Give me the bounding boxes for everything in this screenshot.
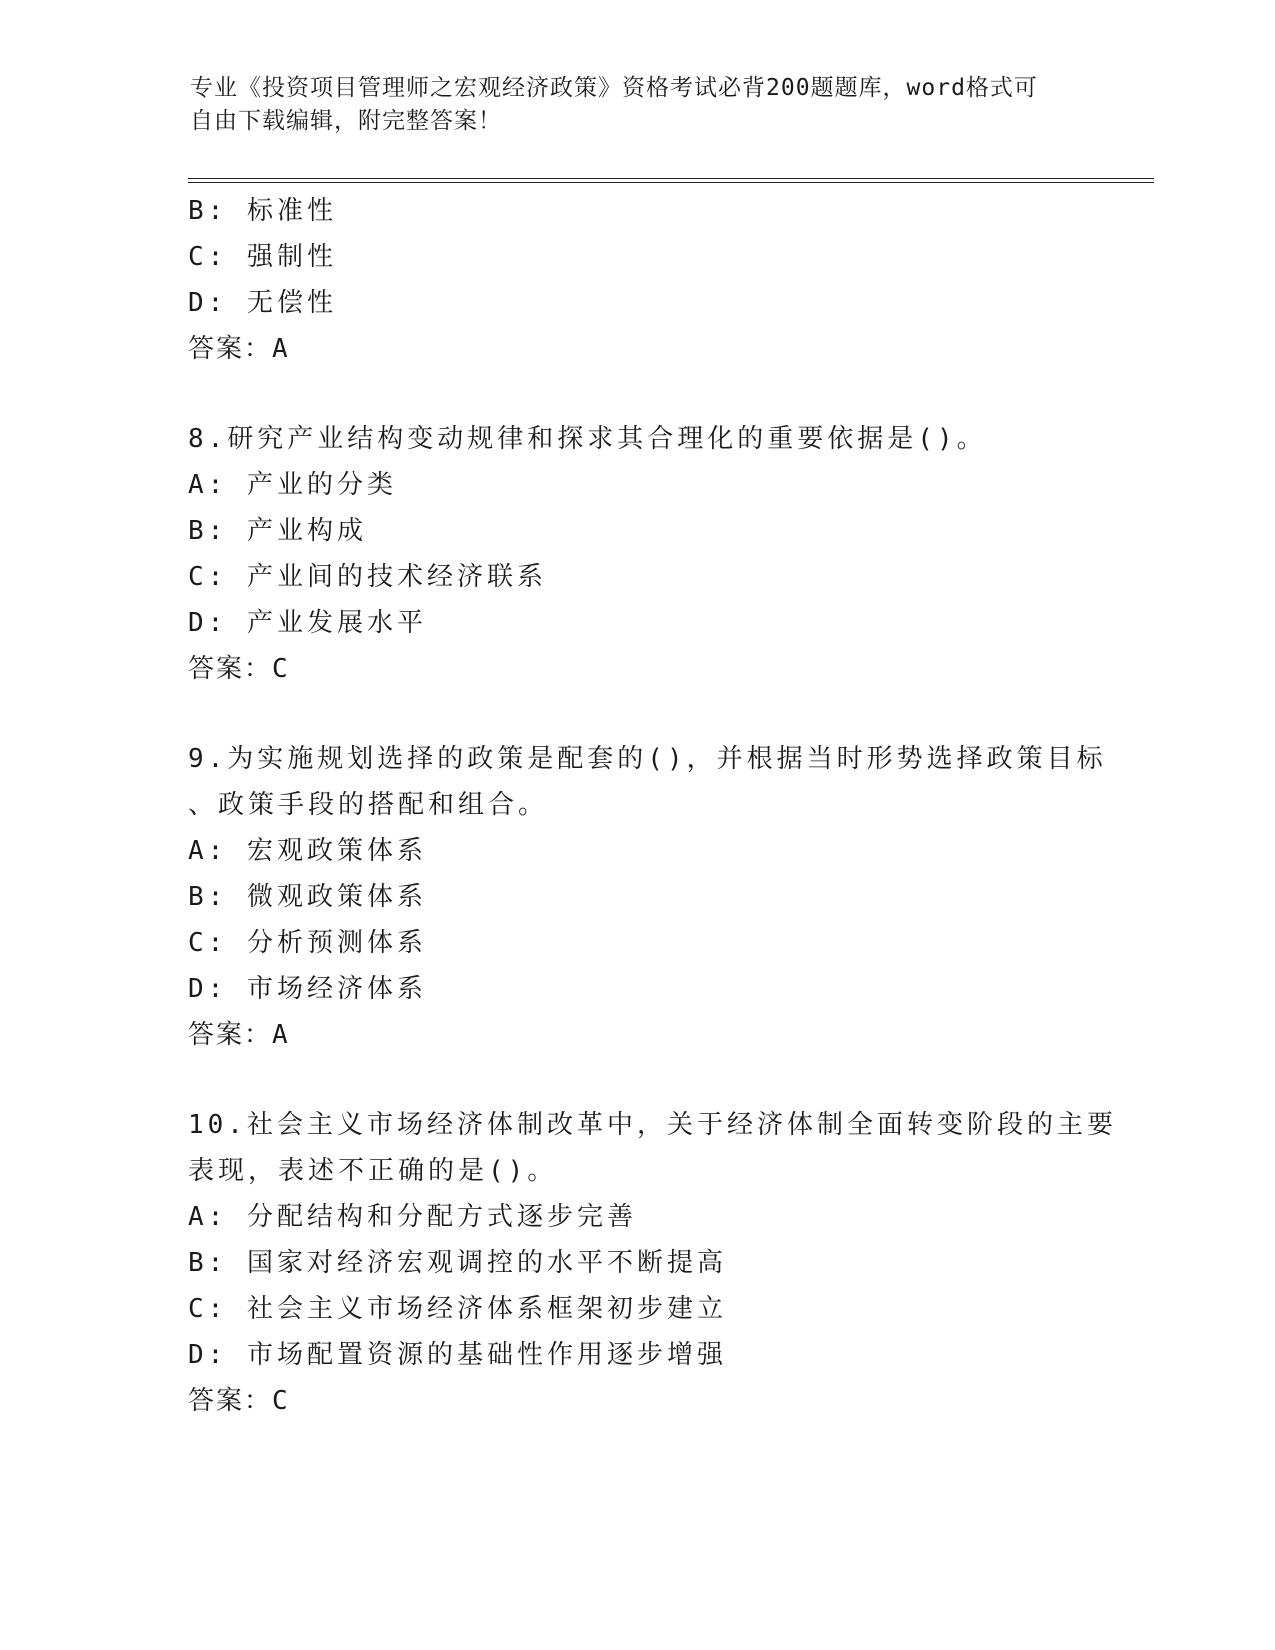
option-d: D: 市场配置资源的基础性作用逐步增强	[188, 1340, 727, 1370]
answer-line: 答案：A	[188, 1020, 290, 1050]
header-divider	[188, 178, 1154, 183]
question-list	[188, 188, 1117, 1424]
option-c: C: 产业间的技术经济联系	[188, 562, 547, 592]
spacer	[188, 372, 1088, 416]
question-stem: 9.为实施规划选择的政策是配套的()，并根据当时形势选择政策目标	[188, 744, 1107, 774]
option-b: B: 标准性	[188, 196, 337, 226]
option-d: D: 产业发展水平	[188, 608, 427, 638]
answer-line: 答案：A	[188, 334, 290, 364]
option-d: D: 市场经济体系	[188, 974, 427, 1004]
question-block-8	[188, 416, 1088, 692]
option-b: B: 产业构成	[188, 516, 367, 546]
spacer	[188, 1058, 1088, 1102]
option-b: B: 微观政策体系	[188, 882, 427, 912]
option-c: C: 分析预测体系	[188, 928, 427, 958]
question-block-9	[188, 736, 1107, 1058]
question-stem-continued: 表现，表述不正确的是()。	[188, 1156, 558, 1186]
answer-line: 答案：C	[188, 1386, 290, 1416]
question-stem: 8.研究产业结构变动规律和探求其合理化的重要依据是()。	[188, 424, 987, 454]
question-stem-continued: 、政策手段的搭配和组合。	[188, 790, 549, 820]
answer-line: 答案：C	[188, 654, 290, 684]
header-line-2: 自由下载编辑，附完整答案！	[190, 108, 502, 134]
question-block-prev	[188, 188, 1088, 372]
option-c: C: 强制性	[188, 242, 337, 272]
option-a: A: 宏观政策体系	[188, 836, 427, 866]
spacer	[188, 692, 1088, 736]
option-d: D: 无偿性	[188, 288, 337, 318]
option-a: A: 分配结构和分配方式逐步完善	[188, 1202, 637, 1232]
option-b: B: 国家对经济宏观调控的水平不断提高	[188, 1248, 727, 1278]
option-a: A: 产业的分类	[188, 470, 397, 500]
question-block-10	[188, 1102, 1117, 1424]
header-line-1: 专业《投资项目管理师之宏观经济政策》资格考试必背200题题库，word格式可	[190, 75, 1038, 101]
option-c: C: 社会主义市场经济体系框架初步建立	[188, 1294, 727, 1324]
question-stem: 10.社会主义市场经济体制改革中，关于经济体制全面转变阶段的主要	[188, 1110, 1117, 1140]
document-header	[190, 72, 1070, 138]
